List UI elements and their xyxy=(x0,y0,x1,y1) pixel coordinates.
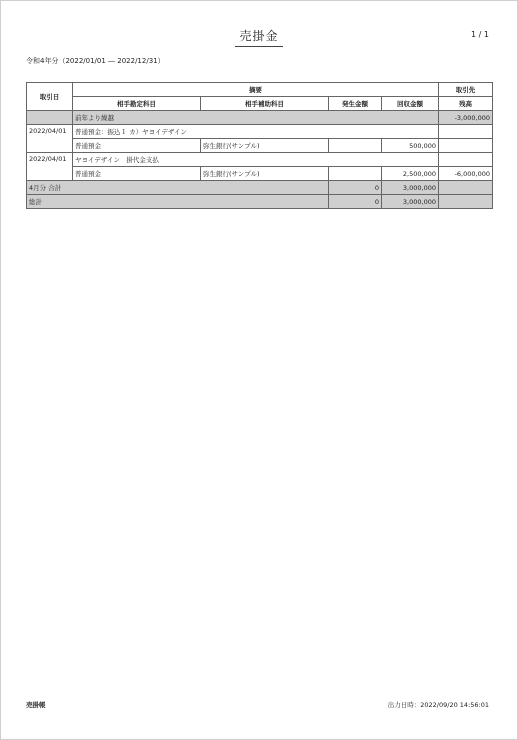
entry-1-debit xyxy=(329,139,382,153)
carryover-row xyxy=(27,111,493,125)
entry-2-row-2 xyxy=(27,167,493,181)
subtotal-debit: 0 xyxy=(329,181,382,195)
report-title-text: 売掛金 xyxy=(235,27,282,47)
total-credit: 3,000,000 xyxy=(382,195,439,209)
entry-1-credit: 500,000 xyxy=(382,139,439,153)
subtotal-label: 4月分 合計 xyxy=(27,181,329,195)
entry-2-balance: -6,000,000 xyxy=(439,167,493,181)
entry-1-date: 2022/04/01 xyxy=(27,125,73,153)
footer-report-name: 売掛帳 xyxy=(26,701,46,709)
header-row-2 xyxy=(27,97,493,111)
entry-1-balance xyxy=(439,139,493,153)
subtotal-credit: 3,000,000 xyxy=(382,181,439,195)
entry-1-row-1 xyxy=(27,125,493,139)
subtotal-balance xyxy=(439,181,493,195)
total-row xyxy=(27,195,493,209)
footer-output-datetime: 出力日時：2022/09/20 14:56:01 xyxy=(387,701,489,709)
header-counterparty: 取引先 xyxy=(439,83,493,97)
page-number: 1 / 1 xyxy=(471,30,489,39)
entry-2-counterparty-cell xyxy=(439,153,493,167)
header-summary: 摘要 xyxy=(73,83,439,97)
header-balance: 残高 xyxy=(439,97,493,111)
report-period: 令和4年分（2022/01/01 ― 2022/12/31） xyxy=(26,57,165,65)
entry-2-sub-account: 弥生銀行(サンプル) xyxy=(201,167,329,181)
total-debit: 0 xyxy=(329,195,382,209)
carryover-date-cell xyxy=(27,111,73,125)
header-date: 取引日 xyxy=(27,83,73,111)
total-balance xyxy=(439,195,493,209)
subtotal-row xyxy=(27,181,493,195)
entry-1-counterparty-cell xyxy=(439,125,493,139)
header-sub-account: 相手補助科目 xyxy=(201,97,329,111)
report-title xyxy=(1,27,517,47)
total-label: 総計 xyxy=(27,195,329,209)
carryover-label: 前年より繰越 xyxy=(73,111,439,125)
ledger-table xyxy=(26,82,493,209)
entry-2-row-1 xyxy=(27,153,493,167)
entry-2-credit: 2,500,000 xyxy=(382,167,439,181)
entry-2-date: 2022/04/01 xyxy=(27,153,73,181)
entry-1-row-2 xyxy=(27,139,493,153)
entry-1-account: 普通預金 xyxy=(73,139,201,153)
entry-2-debit xyxy=(329,167,382,181)
header-account: 相手勘定科目 xyxy=(73,97,201,111)
entry-2-description: ヤヨイデザイン 掛代金支払 xyxy=(73,153,439,167)
header-credit: 回収金額 xyxy=(382,97,439,111)
entry-1-description: 普通預金：振込１ カ）ヤヨイデザイン xyxy=(73,125,439,139)
header-debit: 発生金額 xyxy=(329,97,382,111)
entry-1-sub-account: 弥生銀行(サンプル) xyxy=(201,139,329,153)
carryover-balance: -3,000,000 xyxy=(439,111,493,125)
header-row-1 xyxy=(27,83,493,97)
entry-2-account: 普通預金 xyxy=(73,167,201,181)
